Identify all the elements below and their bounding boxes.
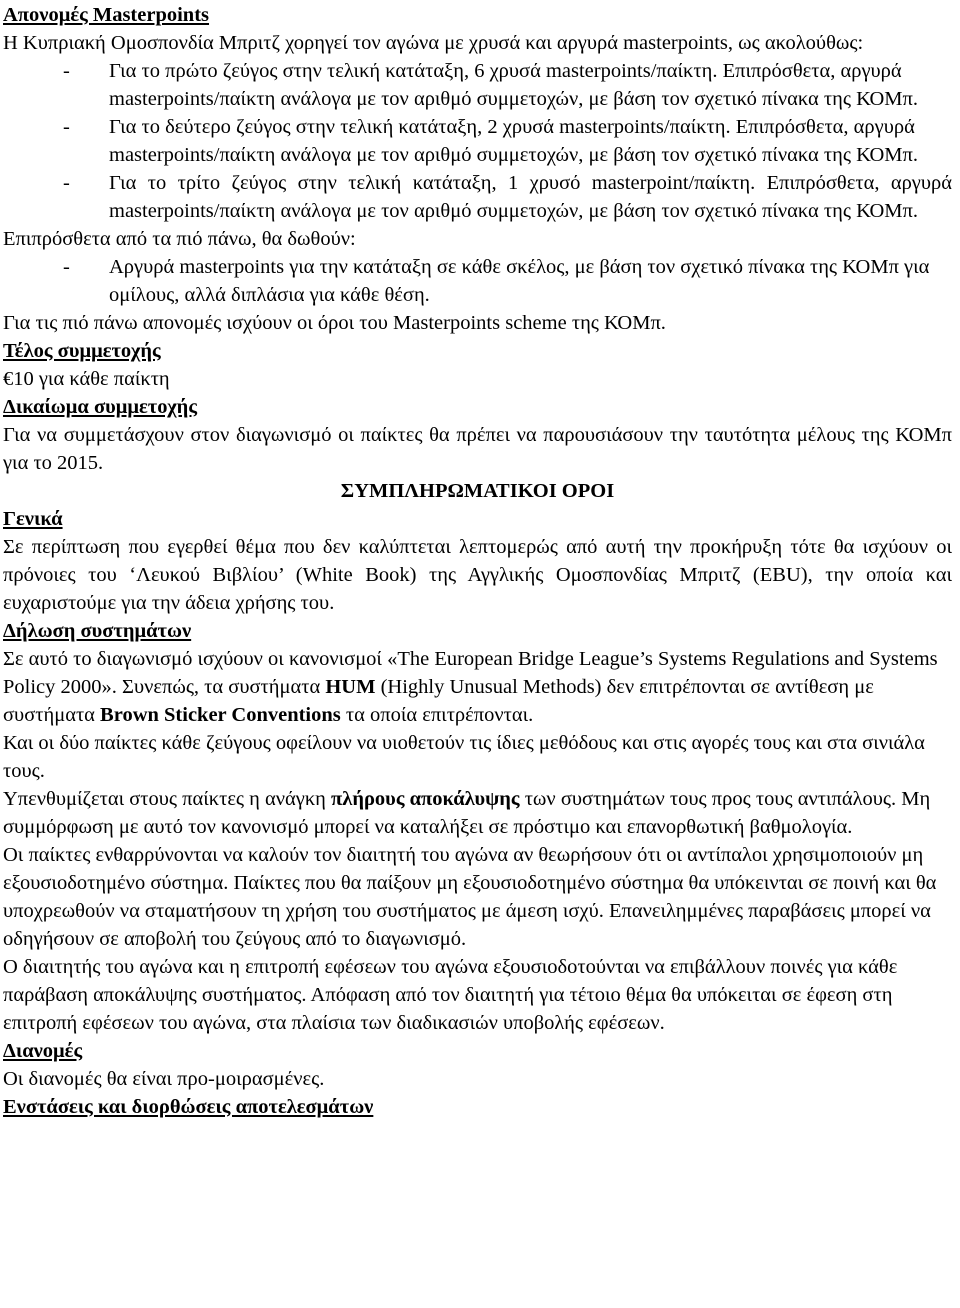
list-item-text: Για το τρίτο ζεύγος στην τελική κατάταξη, 1 χρυσό masterpoint/παίκτη. Επιπρόσθετα, αργυρά masterpoints/παίκτη ανάλογα με τον αριθμό συμμετοχών, με βάση τον σχετικό πίνακα της ΚΟΜπ. <box>109 172 952 222</box>
list-dash: - <box>63 256 70 278</box>
systems-p1-text-a: Σε αυτό το διαγωνισμό ισχύουν οι κανονισμοί «The European Bridge League’s Systems Regulations and Systems Policy 2000». Συνεπώς, τα συστήματα <box>3 648 938 698</box>
list-item-text: Για το δεύτερο ζεύγος στην τελική κατάταξη, 2 χρυσά masterpoints/παίκτη. Επιπρόσθετα, αργυρά masterpoints/παίκτη ανάλογα με τον αριθμό συμμετοχών, με βάση τον σχετικό πίνακα της ΚΟΜπ. <box>109 116 918 166</box>
supplementary-title: ΣΥΜΠΛΗΡΩΜΑΤΙΚΟΙ ΟΡΟΙ <box>340 480 615 502</box>
distribution-text: Οι διανομές θα είναι προ-μοιρασμένες. <box>3 1068 325 1090</box>
distribution-heading: Διανομές <box>3 1040 83 1062</box>
systems-paragraph-3 <box>3 785 952 841</box>
scheme-terms-text: Για τις πιό πάνω απονομές ισχύουν οι όροι του Masterpoints scheme της ΚΟΜπ. <box>3 312 666 334</box>
systems-paragraph-1 <box>3 645 952 729</box>
list-dash: - <box>63 60 70 82</box>
additionally-text: Επιπρόσθετα από τα πιό πάνω, θα δωθούν: <box>3 228 356 250</box>
list-item <box>63 113 952 169</box>
full-disclosure-term: πλήρους αποκάλυψης <box>331 788 520 810</box>
list-item-text: Αργυρά masterpoints για την κατάταξη σε κάθε σκέλος, με βάση τον σχετικό πίνακα της ΚΟΜπ για ομίλους, αλλά διπλάσια για κάθε θέση. <box>109 256 930 306</box>
list-item <box>63 57 952 113</box>
fee-text: €10 για κάθε παίκτη <box>3 368 170 390</box>
fee-heading: Τέλος συμμετοχής <box>3 340 161 362</box>
list-item <box>63 253 952 309</box>
eligibility-heading: Δικαίωμα συμμετοχής <box>3 396 197 418</box>
systems-p3-text-a: Υπενθυμίζεται στους παίκτες η ανάγκη <box>3 788 332 810</box>
objections-heading: Ενστάσεις και διορθώσεις αποτελεσμάτων <box>3 1096 374 1118</box>
general-heading: Γενικά <box>3 508 63 530</box>
systems-paragraph-5: Ο διαιτητής του αγώνα και η επιτροπή εφέσεων του αγώνα εξουσιοδοτούνται να επιβάλλουν ποινές για κάθε παράβαση αποκάλυψης συστήματος. Απόφαση από τον διαιτητή για τέτοιο θέμα θα υπόκειται σε έφεση στη επιτροπή εφέσεων του αγώνα, στα πλαίσια των διαδικασιών υποβολής εφέσεων. <box>3 956 898 1034</box>
list-dash: - <box>63 116 70 138</box>
list-item <box>63 169 952 225</box>
hum-term: HUM <box>325 676 376 698</box>
list-dash: - <box>63 172 70 194</box>
masterpoints-heading: Απονομές Masterpoints <box>3 4 210 26</box>
masterpoints-intro: Η Κυπριακή Ομοσπονδία Μπριτζ χορηγεί τον αγώνα με χρυσά και αργυρά masterpoints, ως ακολούθως: <box>3 32 864 54</box>
systems-p1-text-b: (Highly Unusual Methods) δεν επιτρέπονται σε αντίθεση με συστήματα <box>3 676 874 726</box>
brown-sticker-term: Brown Sticker Conventions <box>100 704 341 726</box>
systems-heading: Δήλωση συστημάτων <box>3 620 192 642</box>
systems-paragraph-4: Οι παίκτες ενθαρρύνονται να καλούν τον διαιτητή του αγώνα αν θεωρήσουν ότι οι αντίπαλοι χρησιμοποιούν μη εξουσιοδοτημένο σύστημα. Παίκτες που θα παίξουν μη εξουσιοδοτημένο σύστημα θα υπόκεινται σε ποινή και θα υποχρεωθούν να σταματήσουν τη χρήση του συστήματος με άμεση ισχύ. Επανειλημμένες παραβάσεις μπορεί να οδηγήσουν σε αποβολή του ζεύγους από το διαγωνισμό. <box>3 844 937 950</box>
list-item-text: Για το πρώτο ζεύγος στην τελική κατάταξη, 6 χρυσά masterpoints/παίκτη. Επιπρόσθετα, αργυρά masterpoints/παίκτη ανάλογα με τον αριθμό συμμετοχών, με βάση τον σχετικό πίνακα της ΚΟΜπ. <box>109 60 918 110</box>
systems-p3-text-b: των συστημάτων τους προς τους αντιπάλους. Μη συμμόρφωση με αυτό τον κανονισμό μπορεί να καταλήξει σε πρόστιμο και επανορθωτική βαθμολογία. <box>3 788 931 838</box>
systems-paragraph-2: Και οι δύο παίκτες κάθε ζεύγους οφείλουν να υιοθετούν τις ίδιες μεθόδους και στις αγορές τους και στα σινιάλα τους. <box>3 732 925 782</box>
eligibility-text: Για να συμμετάσχουν στον διαγωνισμό οι παίκτες θα πρέπει να παρουσιάσουν την ταυτότητα μέλους της ΚΟΜπ για το 2015. <box>3 424 952 474</box>
general-text: Σε περίπτωση που εγερθεί θέμα που δεν καλύπτεται λεπτομερώς από αυτή την προκήρυξη τότε θα ισχύουν οι πρόνοιες του ‘Λευκού Βιβλίου’ (White Book) της Αγγλικής Ομοσπονδίας Μπριτζ (EBU), την οποία και ευχαριστούμε για την άδεια χρήσης του. <box>3 536 952 614</box>
systems-p1-text-c: τα οποία επιτρέπονται. <box>340 704 534 726</box>
